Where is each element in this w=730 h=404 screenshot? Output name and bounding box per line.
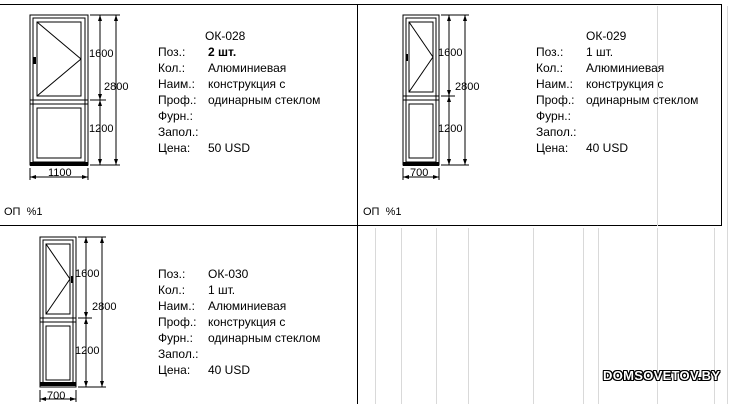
page-break-line	[533, 228, 534, 404]
page-break-line	[468, 228, 469, 404]
door-drawing-ok-029	[385, 10, 495, 182]
spec-row: Проф.: одинарным стеклом	[536, 93, 699, 107]
item-code: ОК-029	[586, 29, 627, 43]
spec-row: Проф.: одинарным стеклом	[158, 93, 321, 107]
dim-total-ok-028: 2800	[104, 81, 129, 93]
spec-row: Кол.: Алюминиевая	[536, 61, 665, 75]
dim-top-ok-028: 1600	[89, 48, 114, 60]
dim-width-ok-029: 700	[410, 167, 429, 179]
page-break-line	[727, 6, 728, 404]
spec-row: Поз.: 2 шт.	[158, 45, 237, 59]
item-code: ОК-028	[205, 29, 246, 43]
spec-row: Кол.: 1 шт.	[158, 283, 236, 297]
page-break-line	[401, 228, 402, 404]
spec-row: Цена: 40 USD	[158, 363, 251, 377]
dim-width-ok-028: 1100	[48, 167, 72, 179]
dim-bottom-ok-030: 1200	[75, 345, 100, 357]
spec-row: Поз.: ОК-030	[158, 267, 249, 281]
watermark: DOMSOVETOV.BY	[603, 368, 721, 383]
dim-bottom-ok-029: 1200	[438, 123, 463, 135]
page-break-line	[436, 228, 437, 404]
spec-row: Проф.: конструкция с	[158, 315, 286, 329]
spec-row: Поз.: 1 шт.	[536, 45, 614, 59]
dim-bottom-ok-028: 1200	[89, 123, 114, 135]
spec-row: Наим.: конструкция с	[536, 77, 664, 91]
page-break-line	[375, 228, 376, 404]
spec-row: Запол.:	[158, 347, 199, 361]
spec-row: Фурн.:	[536, 109, 571, 123]
page-break-line	[598, 228, 599, 404]
dim-total-ok-030: 2800	[92, 301, 117, 313]
spec-block-ok-029	[536, 28, 698, 156]
spec-row: Фурн.:	[158, 109, 193, 123]
grid-line-center	[357, 4, 358, 404]
dim-width-ok-030: 700	[47, 390, 66, 402]
spec-row: Кол.: Алюминиевая	[158, 61, 287, 75]
spec-row: Наим.: Алюминиевая	[158, 299, 287, 313]
spec-row: Цена: 40 USD	[536, 141, 629, 155]
op-note-ok-028: ОП %1	[4, 206, 43, 218]
door-drawing-ok-030	[22, 232, 132, 404]
dim-total-ok-029: 2800	[455, 81, 480, 93]
spec-row: Фурн.: одинарным стеклом	[158, 331, 321, 345]
grid-line-middle	[0, 225, 722, 226]
op-note-ok-029: ОП %1	[363, 206, 402, 218]
door-drawing-ok-028	[10, 10, 140, 182]
spec-row: Цена: 50 USD	[158, 141, 251, 155]
spec-row: Запол.:	[536, 125, 577, 139]
page-break-line	[583, 228, 584, 404]
grid-line-top	[0, 4, 722, 5]
spec-block-ok-028	[158, 28, 320, 156]
spec-row: Запол.:	[158, 125, 199, 139]
spec-block-ok-030	[158, 266, 320, 378]
dim-top-ok-030: 1600	[75, 268, 100, 280]
grid-line-right	[721, 4, 722, 226]
spec-row: Наим.: конструкция с	[158, 77, 286, 91]
dim-top-ok-029: 1600	[438, 47, 463, 59]
